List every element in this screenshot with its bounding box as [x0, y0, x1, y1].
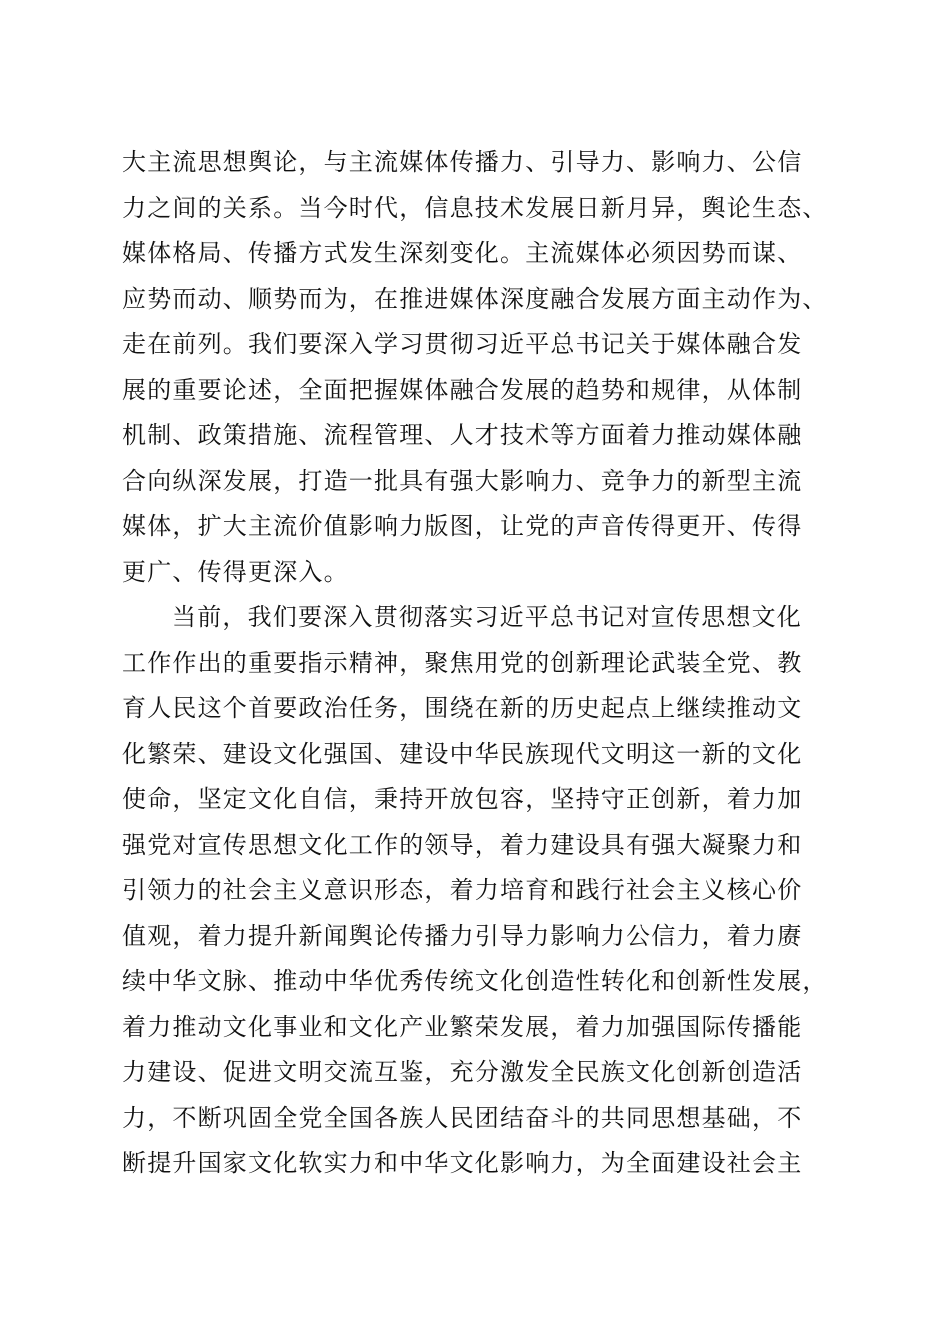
- text-line: 工作作出的重要指示精神，聚焦用党的创新理论武装全党、教: [122, 648, 803, 677]
- text-line: 机制、政策措施、流程管理、人才技术等方面着力推动媒体融: [122, 421, 803, 449]
- text-line: 值观，着力提升新闻舆论传播力引导力影响力公信力，着力赓: [122, 921, 803, 950]
- text-line: 使命，坚定文化自信，秉持开放包容，坚持守正创新，着力加: [122, 785, 803, 813]
- text-line: 引领力的社会主义意识形态，着力培育和践行社会主义核心价: [122, 876, 803, 904]
- text-line: 续中华文脉、推动中华优秀传统文化创造性转化和创新性发展，: [122, 967, 828, 995]
- text-line: 化繁荣、建设文化强国、建设中华民族现代文明这一新的文化: [122, 739, 803, 768]
- document-body: [122, 140, 832, 1187]
- text-line: 着力推动文化事业和文化产业繁荣发展，着力加强国际传播能: [122, 1012, 803, 1041]
- text-line: 展的重要论述，全面把握媒体融合发展的趋势和规律，从体制: [122, 375, 803, 404]
- text-line: 应势而动、顺势而为，在推进媒体深度融合发展方面主动作为、: [122, 284, 828, 313]
- text-line: 育人民这个首要政治任务，围绕在新的历史起点上继续推动文: [122, 694, 803, 722]
- text-line: 当前，我们要深入贯彻落实习近平总书记对宣传思想文化: [172, 603, 802, 631]
- text-line: 力建设、促进文明交流互鉴，充分激发全民族文化创新创造活: [122, 1058, 803, 1086]
- text-line: 力，不断巩固全党全国各族人民团结奋斗的共同思想基础，不: [122, 1103, 803, 1132]
- paragraph-2: [122, 595, 832, 1187]
- text-line: 合向纵深发展，打造一批具有强大影响力、竞争力的新型主流: [122, 466, 803, 495]
- text-line: 媒体，扩大主流价值影响力版图，让党的声音传得更开、传得: [122, 512, 803, 540]
- text-line: 走在前列。我们要深入学习贯彻习近平总书记关于媒体融合发: [122, 330, 803, 358]
- text-line: 更广、传得更深入。: [122, 557, 349, 586]
- text-line: 力之间的关系。当今时代，信息技术发展日新月异，舆论生态、: [122, 193, 828, 222]
- text-line: 强党对宣传思想文化工作的领导，着力建设具有强大凝聚力和: [122, 830, 803, 859]
- text-line: 断提升国家文化软实力和中华文化影响力，为全面建设社会主: [122, 1149, 803, 1177]
- text-line: 大主流思想舆论，与主流媒体传播力、引导力、影响力、公信: [122, 148, 803, 176]
- text-line: 媒体格局、传播方式发生深刻变化。主流媒体必须因势而谋、: [122, 239, 803, 267]
- paragraph-1: [122, 140, 832, 595]
